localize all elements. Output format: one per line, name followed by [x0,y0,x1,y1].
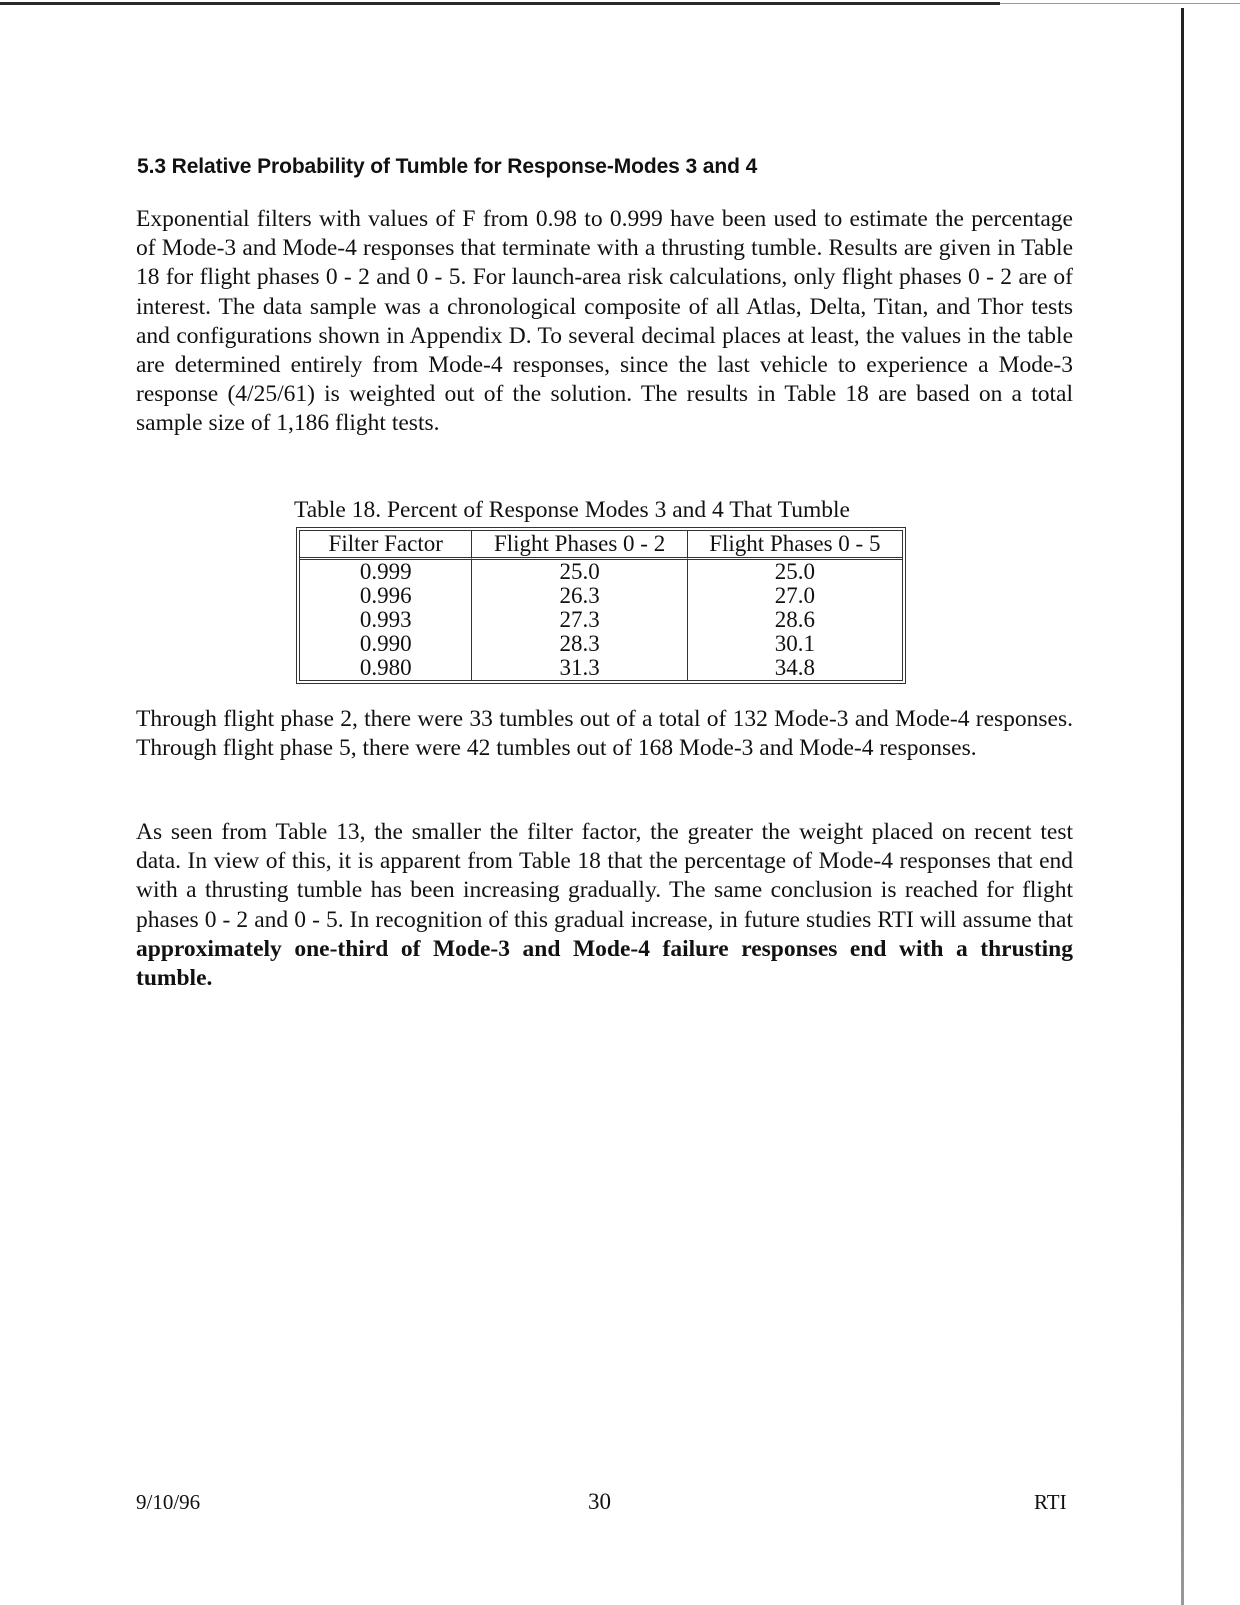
paragraph-conclusion [136,818,1073,993]
column-header-phases-0-5: Flight Phases 0 - 5 [687,531,902,560]
table-row [300,632,902,656]
table-row [300,584,902,608]
footer-organization: RTI [1034,1490,1067,1514]
conclusion-bold-statement: approximately one-third of Mode-3 and Mode-4 failure responses end with a thrusting tumble. [136,935,1073,992]
top-border-rule [0,2,1000,5]
paragraph-intro: Exponential filters with values of F from 0.98 to 0.999 have been used to estimate the percentage of Mode-3 and Mode-4 responses that terminate with a thrusting tumble. Results are given in Table 18 for flight phases 0 - 2 and 0 - 5. For launch-area risk calculations, only flight phases 0 - 2 are of interest. The data sample was a chronological composite of all Atlas, Delta, Titan, and Thor tests and configurations shown in Appendix D. To several decimal places at least, the values in the table are determined entirely from Mode-4 responses, since the last vehicle to experience a Mode-3 response (4/25/61) is weighted out of the solution. The results in Table 18 are based on a total sample size of 1,186 flight tests. [136,206,1073,437]
conclusion-text: As seen from Table 13, the smaller the filter factor, the greater the weight placed on recent test data. In view of this, it is apparent from Table 18 that the percentage of Mode-4 responses that end with a thrusting tumble has been increasing gradually. The same conclusion is reached for flight phases 0 - 2 and 0 - 5. In recognition of this gradual increase, in future studies RTI will assume that [136,819,1073,933]
section-heading: 5.3 Relative Probability of Tumble for Response-Modes 3 and 4 [137,155,758,178]
table-cell: 25.0 [471,560,686,584]
table-row [300,560,902,584]
table-cell: 0.990 [359,631,412,656]
table-cell: 28.6 [687,608,902,632]
column-header-phases-0-2: Flight Phases 0 - 2 [471,531,686,560]
footer-date: 9/10/96 [136,1490,201,1514]
table-cell: 34.8 [687,656,902,680]
table-cell: 0.996 [359,583,412,608]
table-caption: Table 18. Percent of Response Modes 3 and 4 That Tumble [294,497,850,523]
table-cell: 0.993 [359,607,412,632]
table-cell: 26.3 [471,584,686,608]
top-border-rule-faint [1000,3,1240,4]
table-cell: 0.999 [359,559,412,584]
table-cell: 28.3 [471,632,686,656]
tumble-percent-table [296,527,906,684]
column-header-filter-factor: Filter Factor [300,531,471,560]
table-header-row [300,531,902,560]
footer-page-number: 30 [588,1489,611,1514]
scan-edge-line [1181,8,1184,1605]
table-cell: 27.0 [687,584,902,608]
table-row [300,656,902,680]
table-row [300,608,902,632]
table-cell: 31.3 [471,656,686,680]
table-cell: 0.980 [359,655,412,680]
table-cell: 27.3 [471,608,686,632]
table-cell: 30.1 [687,632,902,656]
paragraph-tumble-counts: Through flight phase 2, there were 33 tumbles out of a total of 132 Mode-3 and Mode-4 responses. Through flight phase 5, there were 42 tumbles out of 168 Mode-3 and Mode-4 responses. [136,706,1073,762]
table-cell: 25.0 [687,560,902,584]
